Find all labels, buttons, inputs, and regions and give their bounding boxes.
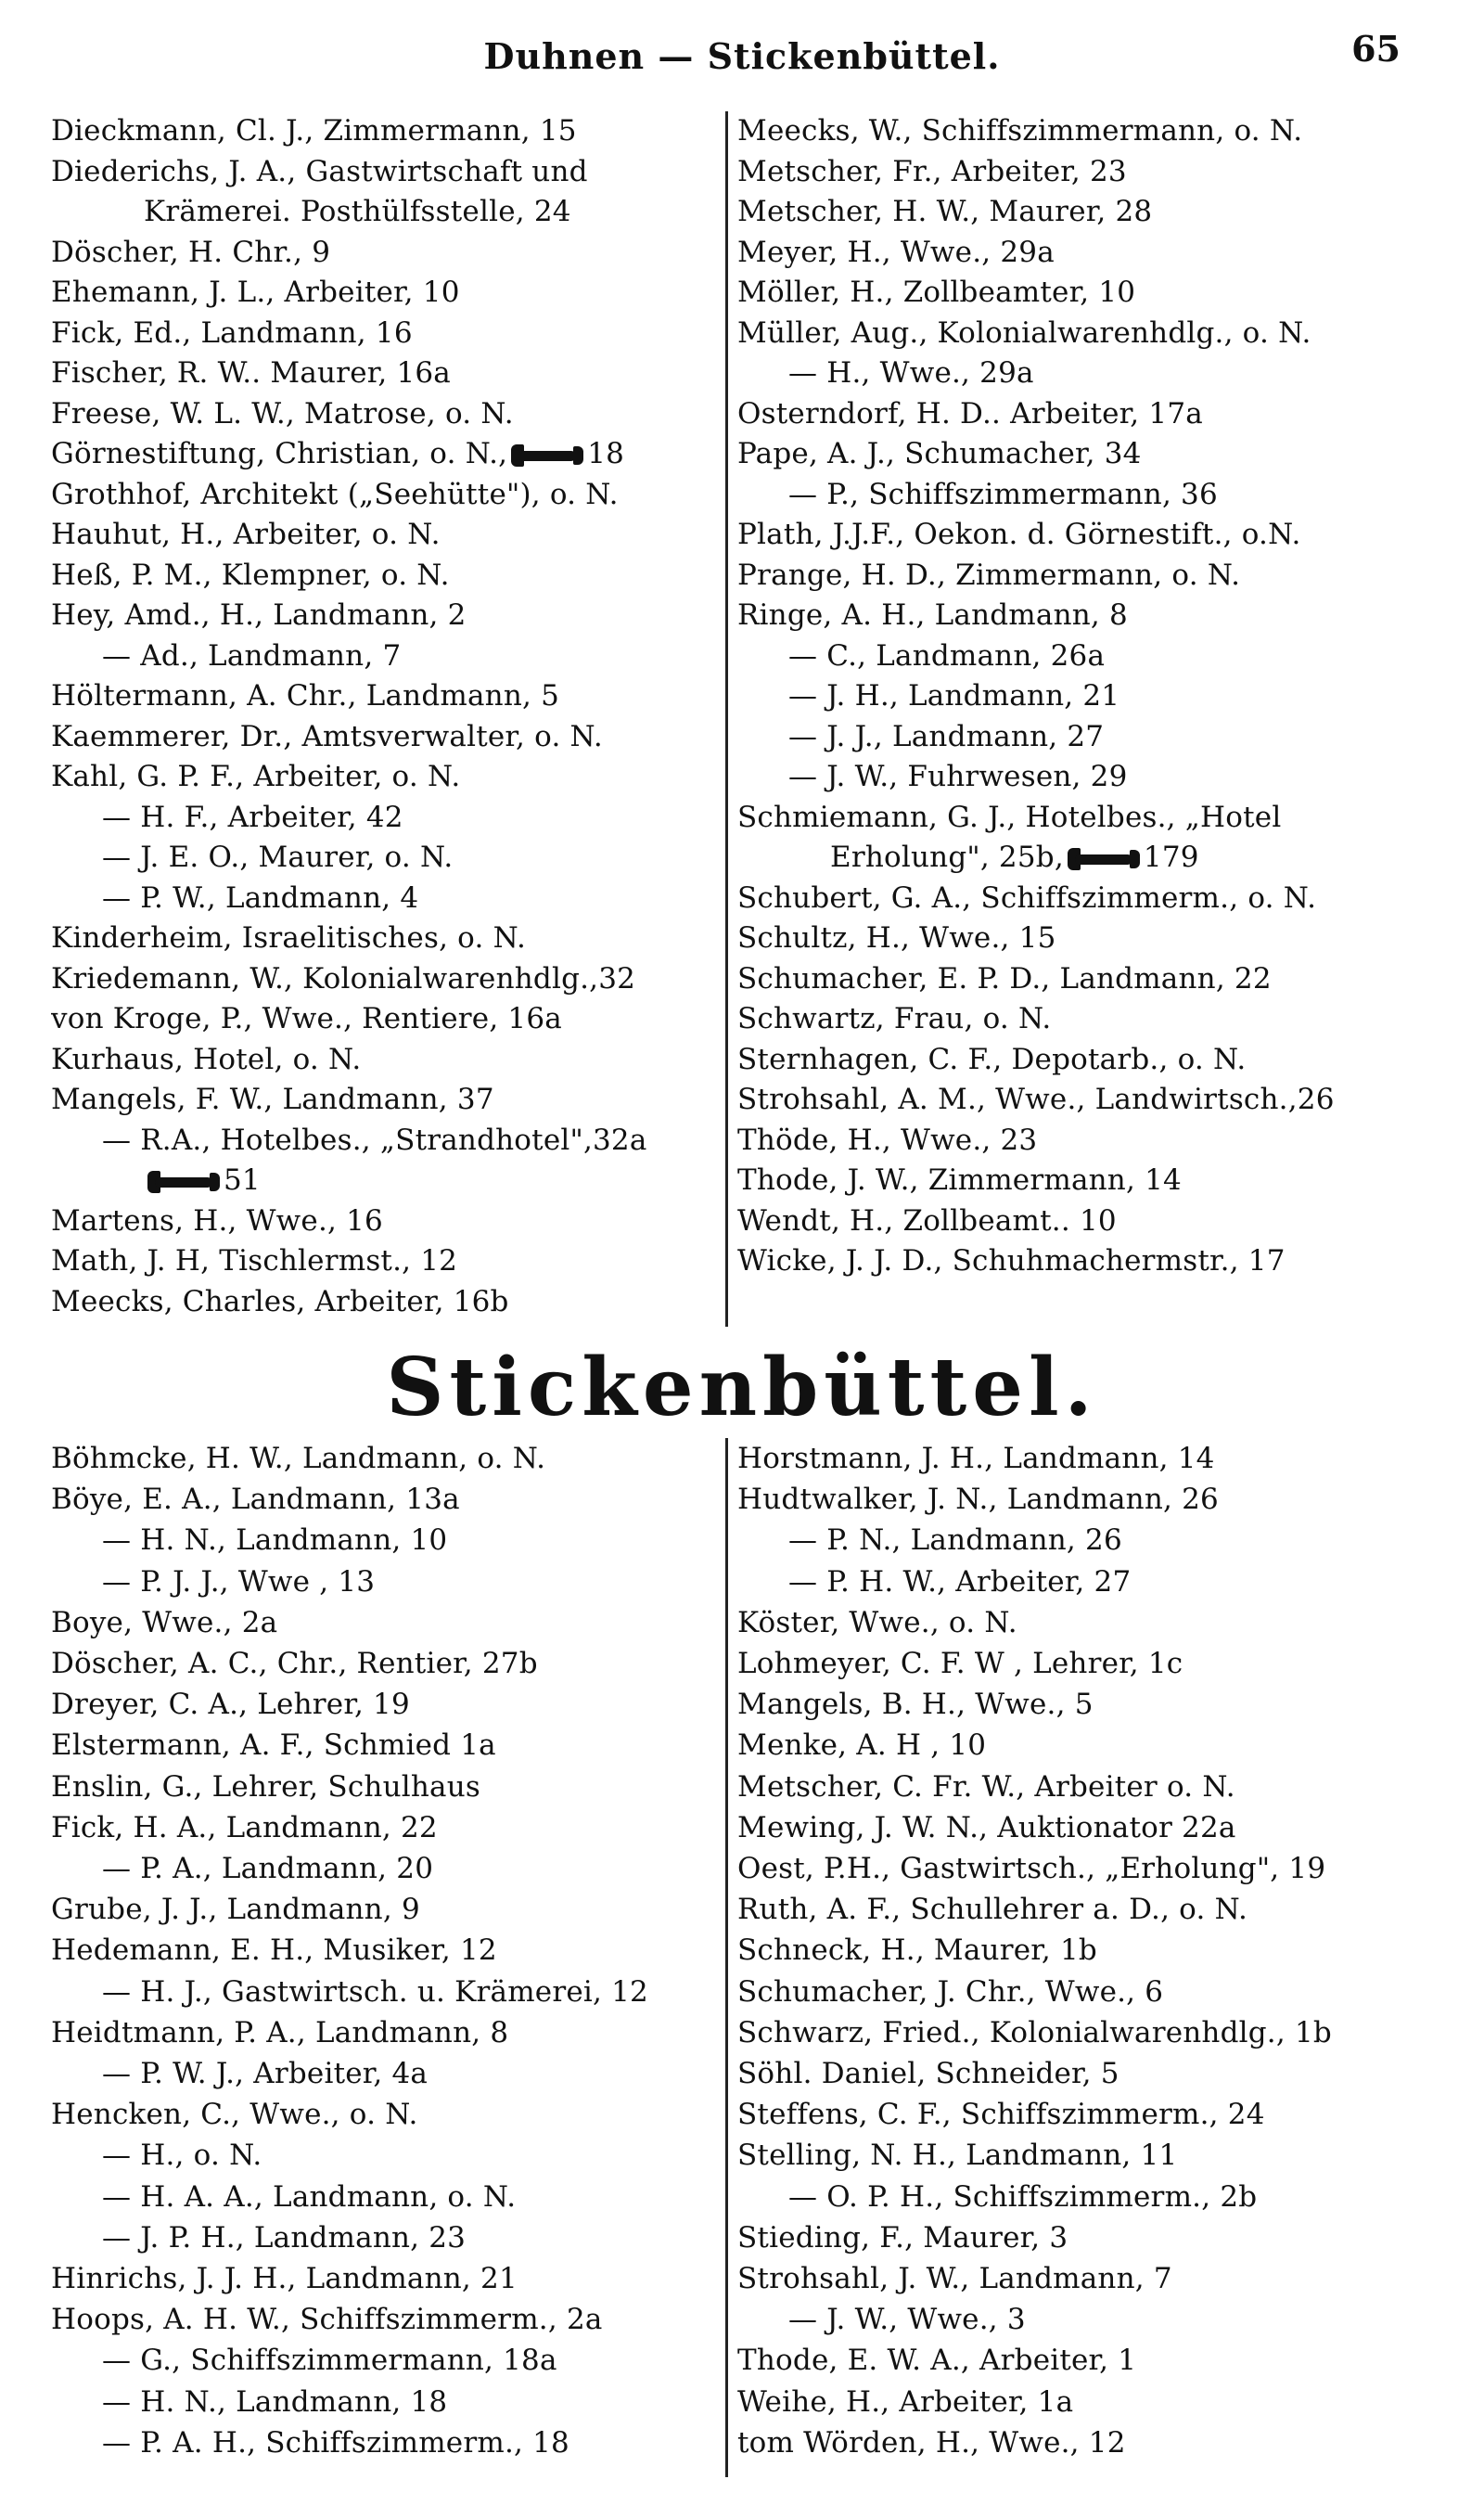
- entry-text: Osterndorf, H. D.. Arbeiter, 17a: [737, 396, 1203, 430]
- entry-text: Elstermann, A. F., Schmied 1a: [51, 1728, 496, 1763]
- directory-entry: [51, 1930, 719, 1971]
- directory-entry: [737, 2299, 1405, 2340]
- entry-text: Hinrichs, J. J. H., Landmann, 21: [51, 2262, 518, 2296]
- entry-text: Krämerei. Posthülfsstelle, 24: [144, 195, 571, 228]
- entry-text: — H. J., Gastwirtsch. u. Krämerei, 12: [102, 1974, 648, 2009]
- directory-entry: [51, 192, 719, 233]
- entry-text: Schmiemann, G. J., Hotelbes., „Hotel: [737, 800, 1282, 834]
- entry-text: Meecks, W., Schiffszimmermann, o. N.: [737, 114, 1303, 148]
- entry-text: Freese, W. L. W., Matrose, o. N.: [51, 396, 514, 430]
- entry-text: Thode, J. W., Zimmermann, 14: [737, 1163, 1182, 1197]
- directory-entry: [737, 838, 1405, 879]
- directory-entry: [737, 918, 1405, 959]
- directory-entry: [737, 233, 1405, 274]
- entry-text: — R.A., Hotelbes., „Strandhotel",32a: [102, 1123, 647, 1157]
- entry-text: Böye, E. A., Landmann, 13a: [51, 1483, 460, 1517]
- entry-text: Horstmann, J. H., Landmann, 14: [737, 1442, 1215, 1475]
- directory-entry: [737, 314, 1405, 354]
- directory-entry: [737, 2094, 1405, 2135]
- entry-text: Mewing, J. W. N., Auktionator 22a: [737, 1810, 1236, 1844]
- directory-entry: [51, 314, 719, 354]
- entry-text: — Ad., Landmann, 7: [102, 638, 402, 673]
- directory-entry: [737, 636, 1405, 677]
- directory-entry: [51, 1643, 719, 1684]
- duhnen-right-column: [737, 111, 1405, 1327]
- telephone-icon: [511, 444, 583, 467]
- entry-text: — J. W., Wwe., 3: [788, 2303, 1026, 2337]
- entry-text: Wicke, J. J. D., Schuhmachermstr., 17: [737, 1244, 1286, 1278]
- directory-entry: [51, 2258, 719, 2299]
- entry-text: — P. W. J., Arbeiter, 4a: [102, 2057, 429, 2091]
- entry-text: Enslin, G., Lehrer, Schulhaus: [51, 1769, 480, 1804]
- running-head: Duhnen — Stickenbüttel.: [483, 35, 1001, 77]
- entry-text: Ruth, A. F., Schullehrer a. D., o. N.: [737, 1893, 1248, 1927]
- directory-entry: [737, 1561, 1405, 1602]
- directory-entry: [51, 2053, 719, 2094]
- directory-entry: [737, 1161, 1405, 1201]
- entry-text: Dieckmann, Cl. J., Zimmermann, 15: [51, 114, 577, 148]
- entry-text: Hey, Amd., H., Landmann, 2: [51, 598, 467, 632]
- directory-entry: [737, 1930, 1405, 1971]
- entry-text: Stelling, N. H., Landmann, 11: [737, 2139, 1178, 2173]
- directory-entry: [737, 515, 1405, 556]
- directory-entry: [737, 1602, 1405, 1643]
- directory-entry: [51, 1807, 719, 1848]
- entry-text: Grothhof, Architekt („Seehütte"), o. N.: [51, 477, 619, 511]
- directory-entry: [51, 717, 719, 758]
- directory-entry: [737, 1438, 1405, 1479]
- entry-text: Oest, P.H., Gastwirtsch., „Erholung", 19: [737, 1852, 1326, 1886]
- entry-text: Ringe, A. H., Landmann, 8: [737, 598, 1128, 632]
- entry-text: Schwartz, Frau, o. N.: [737, 1002, 1052, 1035]
- directory-entry: [737, 596, 1405, 636]
- entry-text: Mangels, F. W., Landmann, 37: [51, 1083, 494, 1116]
- directory-entry: [51, 1040, 719, 1081]
- stickenbuettel-section: [51, 1438, 1433, 2477]
- entry-text: Weihe, H., Arbeiter, 1a: [737, 2384, 1074, 2419]
- page-number: 65: [1351, 28, 1401, 70]
- entry-text: Martens, H., Wwe., 16: [51, 1203, 383, 1238]
- directory-entry: [51, 1848, 719, 1889]
- directory-entry: [737, 475, 1405, 516]
- entry-text: Hencken, C., Wwe., o. N.: [51, 2098, 418, 2132]
- directory-entry: [737, 353, 1405, 394]
- entry-text: Kurhaus, Hotel, o. N.: [51, 1042, 362, 1076]
- directory-entry: [737, 2012, 1405, 2053]
- section-heading-stickenbuettel: Stickenbüttel.: [386, 1341, 1098, 1434]
- directory-entry: [51, 2094, 719, 2135]
- entry-text: Hoops, A. H. W., Schiffszimmerm., 2a: [51, 2303, 603, 2337]
- entry-text: Grube, J. J., Landmann, 9: [51, 1893, 420, 1927]
- entry-text: — C., Landmann, 26a: [788, 638, 1106, 673]
- directory-entry: [737, 1684, 1405, 1725]
- column-divider: [725, 1438, 728, 2477]
- entry-text: Höltermann, A. Chr., Landmann, 5: [51, 679, 560, 713]
- directory-entry: [737, 2135, 1405, 2176]
- directory-entry: [51, 2012, 719, 2053]
- directory-entry: [737, 152, 1405, 193]
- telephone-icon: [147, 1171, 220, 1193]
- entry-text: Meecks, Charles, Arbeiter, 16b: [51, 1284, 509, 1318]
- entry-text: — H., o. N.: [102, 2139, 262, 2173]
- directory-entry: [51, 918, 719, 959]
- entry-text: Kaemmerer, Dr., Amtsverwalter, o. N.: [51, 719, 603, 753]
- directory-entry: [737, 798, 1405, 839]
- entry-text: Kriedemann, W., Kolonialwarenhdlg.,32: [51, 961, 636, 996]
- directory-entry: [737, 273, 1405, 314]
- directory-entry: [51, 959, 719, 1000]
- entry-text: — J. W., Fuhrwesen, 29: [788, 760, 1128, 793]
- entry-text: von Kroge, P., Wwe., Rentiere, 16a: [51, 1002, 562, 1035]
- directory-entry: [51, 2135, 719, 2176]
- entry-text: Thode, E. W. A., Arbeiter, 1: [737, 2344, 1137, 2378]
- entry-text: Fick, H. A., Landmann, 22: [51, 1810, 438, 1844]
- directory-entry: [737, 1201, 1405, 1242]
- directory-entry: [737, 434, 1405, 475]
- directory-entry: [51, 2340, 719, 2381]
- directory-entry: [51, 1561, 719, 1602]
- directory-entry: [51, 2422, 719, 2463]
- entry-text: Lohmeyer, C. F. W , Lehrer, 1c: [737, 1647, 1183, 1681]
- directory-entry: [737, 999, 1405, 1040]
- entry-text: — P. N., Landmann, 26: [788, 1523, 1122, 1558]
- directory-entry: [51, 2177, 719, 2217]
- entry-text: Metscher, H. W., Maurer, 28: [737, 195, 1153, 228]
- directory-entry: [51, 475, 719, 516]
- directory-entry: [51, 1121, 719, 1162]
- entry-text: — P., Schiffszimmermann, 36: [788, 477, 1218, 511]
- entry-text: Strohsahl, A. M., Wwe., Landwirtsch.,26: [737, 1083, 1335, 1116]
- entry-text: Fischer, R. W.. Maurer, 16a: [51, 356, 451, 390]
- directory-entry: [737, 1121, 1405, 1162]
- entry-text: Müller, Aug., Kolonialwarenhdlg., o. N.: [737, 315, 1311, 350]
- entry-text: — H., Wwe., 29a: [788, 356, 1034, 390]
- directory-entry: [51, 394, 719, 435]
- entry-text: Plath, J.J.F., Oekon. d. Görnestift., o.N.: [737, 518, 1301, 551]
- directory-entry: [737, 1766, 1405, 1807]
- directory-entry: [737, 2258, 1405, 2299]
- stickenbuettel-left-column: [51, 1438, 719, 2477]
- directory-entry: [51, 353, 719, 394]
- entry-text: Meyer, H., Wwe., 29a: [737, 235, 1055, 269]
- entry-text: Döscher, A. C., Chr., Rentier, 27b: [51, 1647, 538, 1681]
- directory-entry: [51, 1889, 719, 1930]
- directory-entry: [51, 152, 719, 193]
- entry-text: — H. F., Arbeiter, 42: [102, 800, 403, 834]
- entry-text: Ehemann, J. L., Arbeiter, 10: [51, 276, 460, 309]
- directory-entry: [737, 879, 1405, 919]
- entry-text: Söhl. Daniel, Schneider, 5: [737, 2057, 1119, 2091]
- entry-text: — P. A. H., Schiffszimmerm., 18: [102, 2425, 569, 2460]
- duhnen-left-column: [51, 111, 719, 1327]
- directory-entry: [737, 1520, 1405, 1561]
- directory-entry: [737, 1479, 1405, 1520]
- page-header: [0, 28, 1484, 84]
- entry-text: Mangels, B. H., Wwe., 5: [737, 1688, 1094, 1722]
- entry-text: Schubert, G. A., Schiffszimmerm., o. N.: [737, 880, 1317, 915]
- entry-text: — P. J. J., Wwe , 13: [102, 1564, 376, 1599]
- entry-text: — H. A. A., Landmann, o. N.: [102, 2179, 517, 2214]
- entry-text: Math, J. H, Tischlermst., 12: [51, 1244, 458, 1278]
- directory-entry: [51, 1520, 719, 1561]
- directory-entry: [51, 676, 719, 717]
- directory-entry: [51, 1201, 719, 1242]
- directory-entry: [51, 999, 719, 1040]
- entry-text: Möller, H., Zollbeamter, 10: [737, 276, 1136, 309]
- entry-text: Thöde, H., Wwe., 23: [737, 1123, 1038, 1157]
- directory-entry: [737, 394, 1405, 435]
- directory-entry: [737, 676, 1405, 717]
- entry-text: Döscher, H. Chr., 9: [51, 235, 331, 269]
- entry-text: Böhmcke, H. W., Landmann, o. N.: [51, 1442, 546, 1475]
- entry-text: Dreyer, C. A., Lehrer, 19: [51, 1688, 410, 1722]
- entry-text: — J. E. O., Maurer, o. N.: [102, 841, 454, 874]
- duhnen-section: [51, 111, 1433, 1327]
- directory-entry: [51, 434, 719, 475]
- directory-entry: [737, 1040, 1405, 1081]
- directory-entry: [737, 959, 1405, 1000]
- entry-text: Schumacher, J. Chr., Wwe., 6: [737, 1974, 1164, 2009]
- entry-text: — G., Schiffszimmermann, 18a: [102, 2344, 557, 2378]
- directory-entry: [51, 838, 719, 879]
- directory-entry: [51, 1438, 719, 1479]
- directory-entry: [51, 1161, 719, 1201]
- entry-text: Hudtwalker, J. N., Landmann, 26: [737, 1483, 1219, 1517]
- entry-text: Erholung", 25b,: [830, 841, 1064, 874]
- phone-number: 18: [587, 437, 625, 470]
- entry-text: Schwarz, Fried., Kolonialwarenhdlg., 1b: [737, 2015, 1332, 2049]
- directory-entry: [737, 2177, 1405, 2217]
- directory-entry: [737, 2382, 1405, 2422]
- entry-text: Metscher, Fr., Arbeiter, 23: [737, 154, 1127, 188]
- directory-entry: [737, 111, 1405, 152]
- entry-text: Hedemann, E. H., Musiker, 12: [51, 1933, 497, 1968]
- entry-text: tom Wörden, H., Wwe., 12: [737, 2425, 1126, 2460]
- directory-entry: [737, 1889, 1405, 1930]
- entry-text: — J. J., Landmann, 27: [788, 719, 1105, 753]
- entry-text: — H. N., Landmann, 10: [102, 1523, 448, 1558]
- directory-entry: [737, 1080, 1405, 1121]
- entry-text: Heidtmann, P. A., Landmann, 8: [51, 2015, 509, 2049]
- directory-entry: [51, 1080, 719, 1121]
- entry-text: Prange, H. D., Zimmermann, o. N.: [737, 558, 1241, 592]
- directory-entry: [737, 2422, 1405, 2463]
- directory-entry: [51, 515, 719, 556]
- entry-text: — P. A., Landmann, 20: [102, 1852, 434, 1886]
- directory-entry: [51, 1241, 719, 1282]
- directory-entry: [51, 1684, 719, 1725]
- entry-text: Görnestiftung, Christian, o. N.,: [51, 437, 508, 470]
- directory-entry: [737, 717, 1405, 758]
- entry-text: Steffens, C. F., Schiffszimmerm., 24: [737, 2098, 1265, 2132]
- entry-text: Stieding, F., Maurer, 3: [737, 2220, 1068, 2254]
- directory-entry: [51, 1766, 719, 1807]
- entry-text: Heß, P. M., Klempner, o. N.: [51, 558, 450, 592]
- entry-text: Metscher, C. Fr. W., Arbeiter o. N.: [737, 1769, 1235, 1804]
- entry-text: Pape, A. J., Schumacher, 34: [737, 437, 1142, 470]
- entry-text: — H. N., Landmann, 18: [102, 2384, 448, 2419]
- directory-entry: [51, 1479, 719, 1520]
- entry-text: Hauhut, H., Arbeiter, o. N.: [51, 518, 441, 551]
- entry-text: Diederichs, J. A., Gastwirtschaft und: [51, 154, 588, 188]
- entry-text: Boye, Wwe., 2a: [51, 1605, 278, 1639]
- directory-entry: [51, 2382, 719, 2422]
- directory-entry: [51, 1282, 719, 1323]
- entry-text: Kinderheim, Israelitisches, o. N.: [51, 921, 526, 955]
- directory-entry: [737, 2340, 1405, 2381]
- directory-entry: [51, 1725, 719, 1766]
- directory-entry: [737, 556, 1405, 597]
- entry-text: Sternhagen, C. F., Depotarb., o. N.: [737, 1042, 1247, 1076]
- phone-number: 179: [1143, 841, 1199, 874]
- directory-entry: [737, 757, 1405, 798]
- entry-text: Schneck, H., Maurer, 1b: [737, 1933, 1097, 1968]
- stickenbuettel-right-column: [737, 1438, 1405, 2477]
- directory-entry: [51, 233, 719, 274]
- directory-entry: [737, 1848, 1405, 1889]
- directory-entry: [51, 2299, 719, 2340]
- directory-entry: [51, 798, 719, 839]
- directory-entry: [51, 757, 719, 798]
- directory-entry: [51, 879, 719, 919]
- directory-entry: [737, 2053, 1405, 2094]
- entry-text: Schultz, H., Wwe., 15: [737, 921, 1056, 955]
- directory-entry: [737, 1972, 1405, 2012]
- directory-entry: [51, 1602, 719, 1643]
- entry-text: Köster, Wwe., o. N.: [737, 1605, 1017, 1639]
- entry-text: Kahl, G. P. F., Arbeiter, o. N.: [51, 760, 461, 793]
- directory-entry: [737, 1643, 1405, 1684]
- entry-text: Strohsahl, J. W., Landmann, 7: [737, 2262, 1172, 2296]
- entry-text: — J. H., Landmann, 21: [788, 679, 1120, 713]
- directory-entry: [737, 1725, 1405, 1766]
- directory-entry: [737, 192, 1405, 233]
- directory-entry: [51, 1972, 719, 2012]
- directory-entry: [51, 636, 719, 677]
- phone-number: 51: [224, 1163, 261, 1197]
- entry-text: — O. P. H., Schiffszimmerm., 2b: [788, 2179, 1258, 2214]
- directory-entry: [51, 2217, 719, 2258]
- directory-entry: [51, 596, 719, 636]
- entry-text: Wendt, H., Zollbeamt.. 10: [737, 1203, 1117, 1238]
- entry-text: Fick, Ed., Landmann, 16: [51, 315, 413, 350]
- directory-entry: [737, 1807, 1405, 1848]
- directory-entry: [737, 2217, 1405, 2258]
- entry-text: Menke, A. H , 10: [737, 1728, 987, 1763]
- directory-entry: [51, 273, 719, 314]
- directory-entry: [51, 556, 719, 597]
- entry-text: — J. P. H., Landmann, 23: [102, 2220, 467, 2254]
- entry-text: — P. W., Landmann, 4: [102, 880, 419, 915]
- entry-text: Schumacher, E. P. D., Landmann, 22: [737, 961, 1272, 996]
- entry-text: — P. H. W., Arbeiter, 27: [788, 1564, 1132, 1599]
- column-divider: [725, 111, 728, 1327]
- directory-entry: [737, 1241, 1405, 1282]
- directory-entry: [51, 111, 719, 152]
- telephone-icon: [1068, 848, 1140, 870]
